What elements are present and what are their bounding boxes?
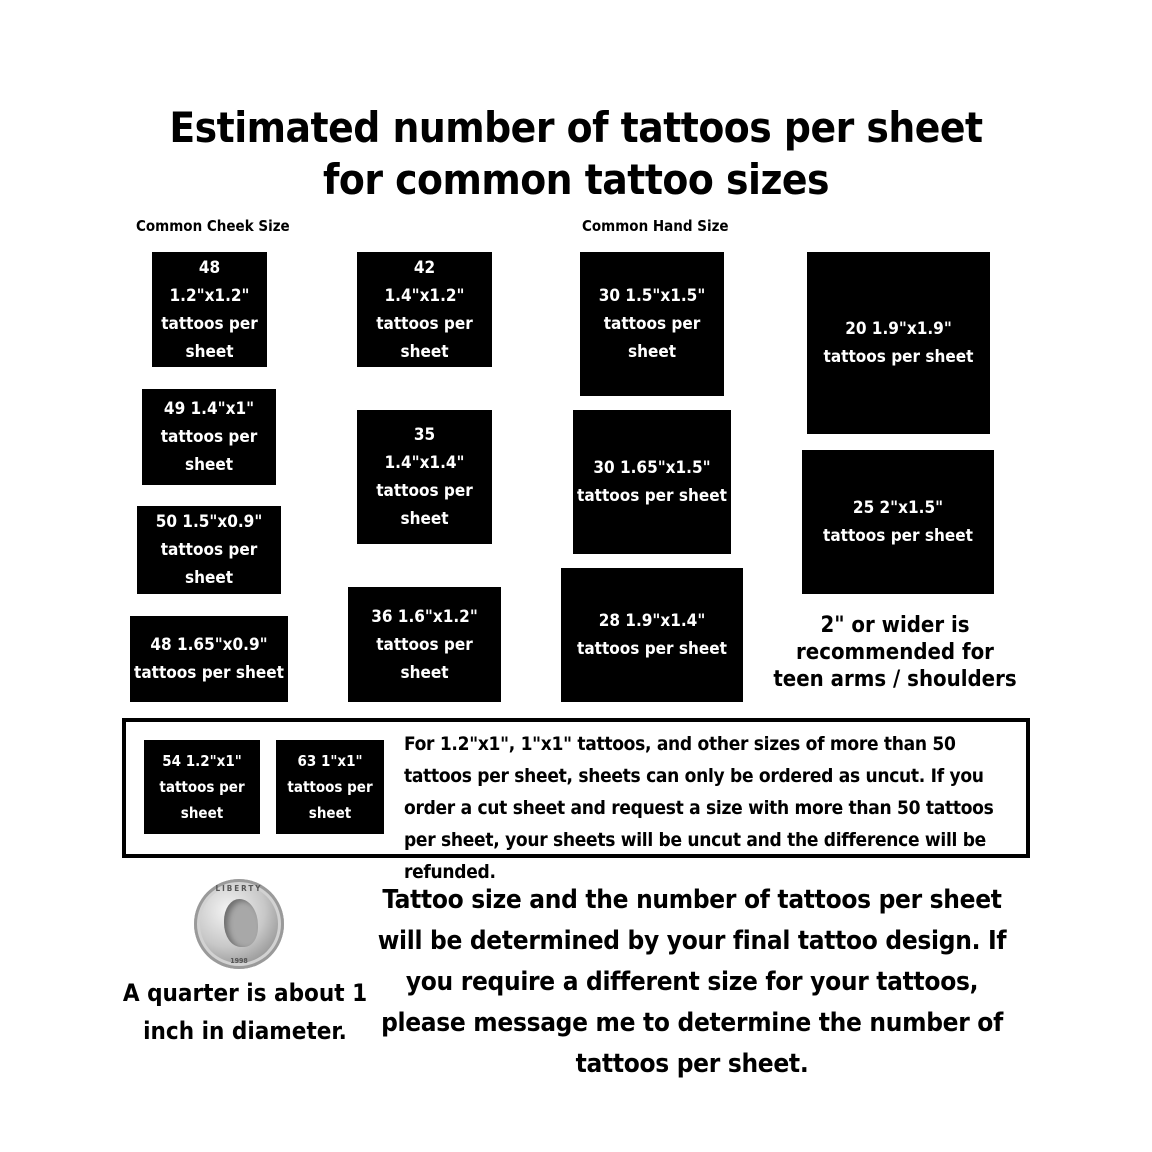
size-box-line: 50 1.5"x0.9" <box>155 512 263 532</box>
page-title-line-2: for common tattoo sizes <box>322 155 830 204</box>
size-box-30-1.5x1.5 <box>580 252 724 396</box>
coin-year-text: 1998 <box>230 957 248 965</box>
size-box-63-1x1 <box>276 740 384 834</box>
size-box-48-1.65x0.9 <box>130 616 288 702</box>
size-box-line: tattoos per <box>376 481 473 501</box>
quarter-coin-image <box>194 879 284 969</box>
size-box-50-1.5x0.9 <box>137 506 281 594</box>
teen-recommendation-note: 2" or wider is recommended for teen arms / shoulders <box>773 613 1017 692</box>
size-box-line: tattoos per sheet <box>577 486 727 506</box>
size-box-48-1.2x1.2 <box>152 252 267 367</box>
size-box-line: tattoos per sheet <box>577 639 727 659</box>
quarter-size-caption: A quarter is about 1 inch in diameter. <box>122 979 368 1045</box>
size-box-line: 42 <box>413 257 436 278</box>
size-box-line: 1.2"x1.2" <box>169 285 250 306</box>
size-box-20-1.9x1.9 <box>807 252 990 434</box>
size-box-line: sheet <box>400 662 449 683</box>
size-box-line: 25 2"x1.5" <box>852 498 944 518</box>
size-box-35-1.4x1.4 <box>357 410 492 544</box>
size-box-line: sheet <box>308 804 352 822</box>
size-box-54-1.2x1 <box>144 740 260 834</box>
size-box-line: 35 <box>413 425 436 445</box>
size-box-line: 63 1"x1" <box>297 752 363 770</box>
cheek-size-label: Common Cheek Size <box>136 217 290 235</box>
size-box-49-1.4x1 <box>142 389 276 485</box>
coin-liberty-text: LIBERTY <box>215 884 263 893</box>
size-box-line: 54 1.2"x1" <box>162 752 242 770</box>
size-box-line: sheet <box>184 455 234 475</box>
size-box-28-1.9x1.4 <box>561 568 743 702</box>
size-box-line: tattoos per <box>159 778 245 796</box>
size-box-line: tattoos per sheet <box>134 663 284 683</box>
size-box-line: sheet <box>400 509 449 529</box>
size-box-25-2x1.5 <box>802 450 994 594</box>
size-box-line: 48 <box>198 257 221 278</box>
page-title-line-1: Estimated number of tattoos per sheet <box>169 103 983 152</box>
size-box-line: tattoos per <box>376 313 473 334</box>
hand-size-label: Common Hand Size <box>582 217 729 235</box>
size-box-line: 1.4"x1.2" <box>384 285 465 306</box>
size-box-line: tattoos per sheet <box>823 347 974 367</box>
size-box-line: tattoos per <box>160 540 258 560</box>
size-box-line: sheet <box>627 342 677 362</box>
size-box-line: 48 1.65"x0.9" <box>150 635 268 655</box>
size-box-line: tattoos per <box>376 634 473 655</box>
size-box-30-1.65x1.5 <box>573 410 731 554</box>
size-box-line: sheet <box>185 341 234 362</box>
size-box-line: 30 1.65"x1.5" <box>593 458 711 478</box>
size-box-line: 49 1.4"x1" <box>163 399 255 419</box>
size-box-line: tattoos per <box>287 778 373 796</box>
size-box-36-1.6x1.2 <box>348 587 501 702</box>
size-box-line: 28 1.9"x1.4" <box>598 611 706 631</box>
size-box-line: 20 1.9"x1.9" <box>845 319 952 339</box>
size-box-line: sheet <box>400 341 449 362</box>
size-box-line: 30 1.5"x1.5" <box>598 286 706 306</box>
size-box-line: tattoos per sheet <box>823 526 973 546</box>
size-box-line: 36 1.6"x1.2" <box>371 606 478 627</box>
size-box-line: tattoos per <box>160 427 258 447</box>
size-box-line: sheet <box>184 568 234 588</box>
size-box-line: tattoos per <box>161 313 258 334</box>
design-size-note: Tattoo size and the number of tattoos per sheet will be determined by your final tattoo design. If you require a different size for your tattoos, please message me to determine the number of tattoos per sheet. <box>377 885 1007 1079</box>
size-box-42-1.4x1.2 <box>357 252 492 367</box>
coin-portrait <box>224 899 258 947</box>
uncut-sheet-note: For 1.2"x1", 1"x1" tattoos, and other sizes of more than 50 tattoos per sheet, sheets can only be ordered as uncut. If you order a cut sheet and request a size with more than 50 tattoos per sheet, your sheets will be uncut and the difference will be refunded. <box>404 733 994 883</box>
size-box-line: 1.4"x1.4" <box>384 453 465 473</box>
size-box-line: sheet <box>180 804 224 822</box>
size-box-line: tattoos per <box>603 314 701 334</box>
